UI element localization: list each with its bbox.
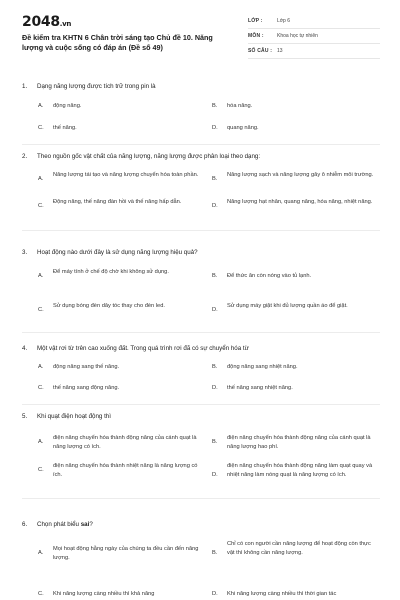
option-letter: A. [38,273,44,279]
option-text: thế năng sang động năng. [53,385,120,391]
option-a[interactable] [38,102,201,111]
option-text: Năng lượng tái tạo và năng lượng chuyển hóa toàn phần. [53,172,199,178]
question-stem [22,344,380,353]
question-text: Dạng năng lượng được tích trữ trong pin là [37,83,156,90]
logo-suffix: .vn [59,20,72,28]
question-number: 6. [22,521,28,528]
question-divider [22,144,380,145]
question-stem [22,248,380,257]
question-text: Theo nguồn gốc vật chất của năng lượng, năng lượng được phân loại theo dạng: [37,153,261,160]
option-b[interactable] [212,434,375,452]
option-d[interactable] [212,124,375,133]
question-stem [22,82,380,91]
question-number: 5. [22,413,28,420]
meta-row-count [248,44,380,59]
question-number: 1. [22,83,28,90]
question-number: 4. [22,345,28,352]
option-letter: D. [212,125,218,131]
option-text: quang năng. [227,125,259,131]
option-b[interactable] [212,171,375,184]
option-letter: B. [212,364,218,370]
option-a[interactable] [38,268,201,281]
document-title: Đề kiểm tra KHTN 6 Chân trời sáng tạo Chủ đề 10. Năng lượng và cuộc sống có đáp án (Đề số 49) [22,33,213,52]
question-text: Một vật rơi từ trên cao xuống đất. Trong quá trình rơi đã có sự chuyển hóa từ [37,345,249,352]
meta-value: 13 [277,48,283,54]
question-text: Chọn phát biểu sai? [37,521,93,528]
option-letter: B. [212,176,218,182]
document-header [22,14,380,58]
question-divider [22,498,380,499]
option-letter: D. [212,591,218,597]
option-text: Khi năng lượng càng nhiều thì thời gian tác [227,591,337,597]
option-text: động năng sang thế năng. [53,364,120,370]
option-letter: A. [38,103,44,109]
option-text: Năng lượng sạch và năng lượng gây ô nhiễm môi trường. [227,172,374,178]
option-text: động năng. [53,103,82,109]
option-text: Sử dụng bóng đèn dây tóc thay cho đèn led. [53,303,165,309]
option-c[interactable] [38,462,201,480]
question-divider [22,404,380,405]
option-text: Chỉ có con người cần năng lượng để hoạt động còn thực vật thì không cần năng lượng. [227,541,371,556]
question-divider [22,332,380,333]
question-1 [22,82,380,131]
option-text: điện năng chuyển hóa thành nhiệt năng là năng lượng có ích. [53,463,198,478]
option-d[interactable] [212,590,375,599]
option-text: Để thức ăn còn nóng vào tủ lạnh. [227,273,312,279]
option-text: Năng lượng hạt nhân, quang năng, hóa năng, nhiệt năng. [227,199,373,205]
option-c[interactable] [38,198,201,211]
document-meta [248,14,380,59]
option-letter: C. [38,385,44,391]
option-c[interactable] [38,590,201,599]
option-letter: B. [212,550,218,556]
question-divider [22,230,380,231]
option-letter: C. [38,467,44,473]
question-number: 3. [22,249,28,256]
question-2 [22,152,380,209]
option-text: điện năng chuyển hóa thành động năng của cánh quạt là năng lượng có ích. [53,435,197,450]
option-d[interactable] [212,384,375,393]
option-a[interactable] [38,171,201,184]
option-d[interactable] [212,302,375,315]
question-number: 2. [22,153,28,160]
option-letter: A. [38,364,44,370]
meta-label: LỚP : [248,18,263,24]
option-text: thế năng sang nhiệt năng. [227,385,293,391]
option-c[interactable] [38,124,201,133]
option-b[interactable] [212,102,375,111]
option-text: thế năng. [53,125,77,131]
option-letter: D. [212,307,218,313]
option-letter: D. [212,385,218,391]
option-b[interactable] [212,272,375,281]
meta-row-subject [248,29,380,44]
question-text: Hoạt động nào dưới đây là sử dụng năng lượng hiệu quả? [37,249,198,256]
option-letter: A. [38,439,44,445]
option-text: Khi năng lượng càng nhiều thì khả năng [53,591,155,597]
option-letter: C. [38,307,44,313]
option-a[interactable] [38,545,201,563]
option-letter: B. [212,273,218,279]
question-stem [22,152,380,161]
option-letter: D. [212,203,218,209]
option-text: điện năng chuyển hóa thành động năng của cánh quạt là năng lượng hao phí. [227,435,371,450]
option-text: Để máy tính ở chế độ chờ khi không sử dụng. [53,269,169,275]
meta-value: Khoa học tự nhiên [277,33,318,39]
option-a[interactable] [38,363,201,372]
option-letter: D. [212,472,218,478]
option-letter: C. [38,591,44,597]
option-d[interactable] [212,198,375,211]
question-stem [22,520,380,529]
option-letter: C. [38,125,44,131]
meta-label: MÔN : [248,33,264,39]
option-c[interactable] [38,384,201,393]
option-b[interactable] [212,363,375,372]
meta-row-class [248,14,380,29]
question-text: Khi quạt điện hoạt động thì [37,413,111,420]
option-text: động năng sang nhiệt năng. [227,364,298,370]
option-text: điện năng chuyển hóa thành động năng làm quạt quay và nhiệt năng làm nóng quạt là năng lượng có ích. [227,463,373,478]
option-text: Động năng, thế năng đàn hồi và thế năng hấp dẫn. [53,199,182,205]
question-4 [22,344,380,391]
option-a[interactable] [38,434,201,452]
site-logo[interactable]: 2048.vn [22,14,72,30]
option-text: Mọi hoạt động hằng ngày của chúng ta đều cần đến năng lượng. [53,546,199,561]
option-b[interactable] [212,540,375,558]
option-letter: A. [38,176,44,182]
meta-value: Lớp 6 [277,18,291,24]
option-letter: B. [212,439,218,445]
option-d[interactable] [212,462,375,480]
question-stem [22,412,380,421]
meta-label: SỐ CÂU : [248,48,273,54]
option-letter: C. [38,203,44,209]
option-letter: B. [212,103,218,109]
option-c[interactable] [38,302,201,315]
question-6 [22,520,380,597]
option-text: hóa năng. [227,103,253,109]
option-text: Sử dụng máy giặt khi đủ lượng quần áo để giặt. [227,303,348,309]
emphasis-word: sai [80,521,90,528]
option-letter: A. [38,550,44,556]
question-3 [22,248,380,313]
question-5 [22,412,380,478]
